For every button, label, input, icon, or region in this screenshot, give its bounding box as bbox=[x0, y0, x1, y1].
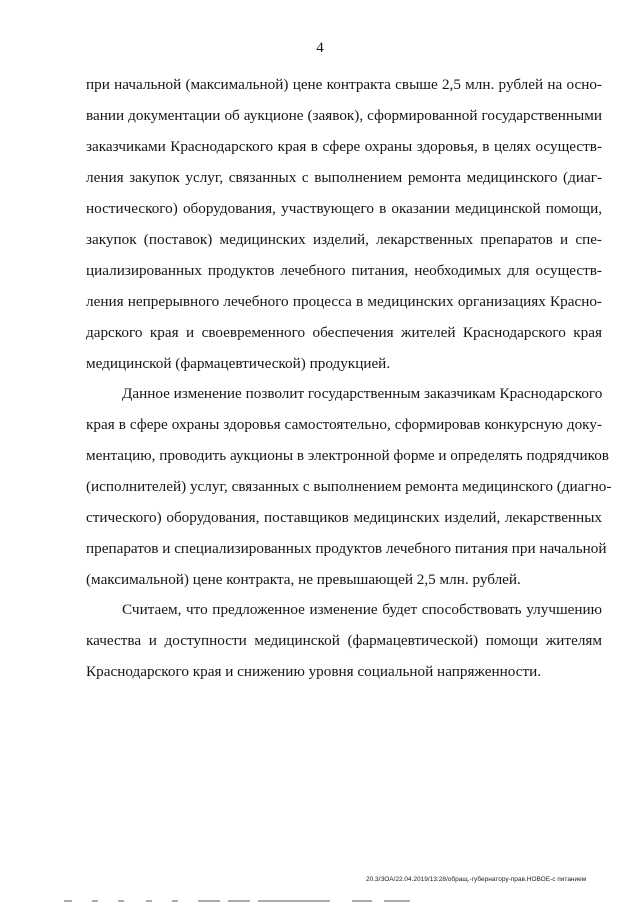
text-line: закупок (поставок) медицинских изделий, лекарственных препаратов и спе- bbox=[86, 231, 602, 248]
text-line: медицинской (фармацевтической) продукцией. bbox=[86, 355, 391, 372]
text-line: (исполнителей) услуг, связанных с выполнением ремонта медицинского (диагно- bbox=[86, 478, 612, 495]
text-line: ления непрерывного лечебного процесса в медицинских организациях Красно- bbox=[86, 293, 602, 310]
text-line: ментацию, проводить аукционы в электронной форме и определять подрядчиков bbox=[86, 447, 609, 464]
footer-note: 20.3/ЗОА/22.04.2019/13:28/обращ.-губернатору-прав.НОВОЕ-с питанием bbox=[366, 876, 587, 883]
text-line: заказчиками Краснодарского края в сфере охраны здоровья, в целях осуществ- bbox=[86, 138, 602, 155]
text-line: Краснодарского края и снижению уровня социальной напряженности. bbox=[86, 663, 542, 680]
text-line: качества и доступности медицинской (фармацевтической) помощи жителям bbox=[86, 632, 602, 649]
text-line: вании документации об аукционе (заявок), сформированной государственными bbox=[86, 107, 602, 124]
text-line: (максимальной) цене контракта, не превышающей 2,5 млн. рублей. bbox=[86, 571, 521, 588]
text-line: при начальной (максимальной) цене контракта свыше 2,5 млн. рублей на осно- bbox=[86, 76, 602, 93]
text-line: стического) оборудования, поставщиков медицинских изделий, лекарственных bbox=[86, 509, 602, 526]
text-line: циализированных продуктов лечебного питания, необходимых для осуществ- bbox=[86, 262, 602, 279]
scan-edge-marks bbox=[0, 895, 640, 905]
text-line: края в сфере охраны здоровья самостоятельно, сформировав конкурсную доку- bbox=[86, 416, 602, 433]
text-line: Считаем, что предложенное изменение будет способствовать улучшению bbox=[122, 601, 602, 618]
text-line: ления закупок услуг, связанных с выполнением ремонта медицинского (диаг- bbox=[86, 169, 602, 186]
text-line: ностического) оборудования, участвующего в оказании медицинской помощи, bbox=[86, 200, 602, 217]
page-number: 4 bbox=[316, 40, 324, 56]
text-line: Данное изменение позволит государственным заказчикам Краснодарского bbox=[122, 385, 603, 402]
text-line: дарского края и своевременного обеспечения жителей Краснодарского края bbox=[86, 324, 602, 341]
text-line: препаратов и специализированных продуктов лечебного питания при начальной bbox=[86, 540, 607, 557]
